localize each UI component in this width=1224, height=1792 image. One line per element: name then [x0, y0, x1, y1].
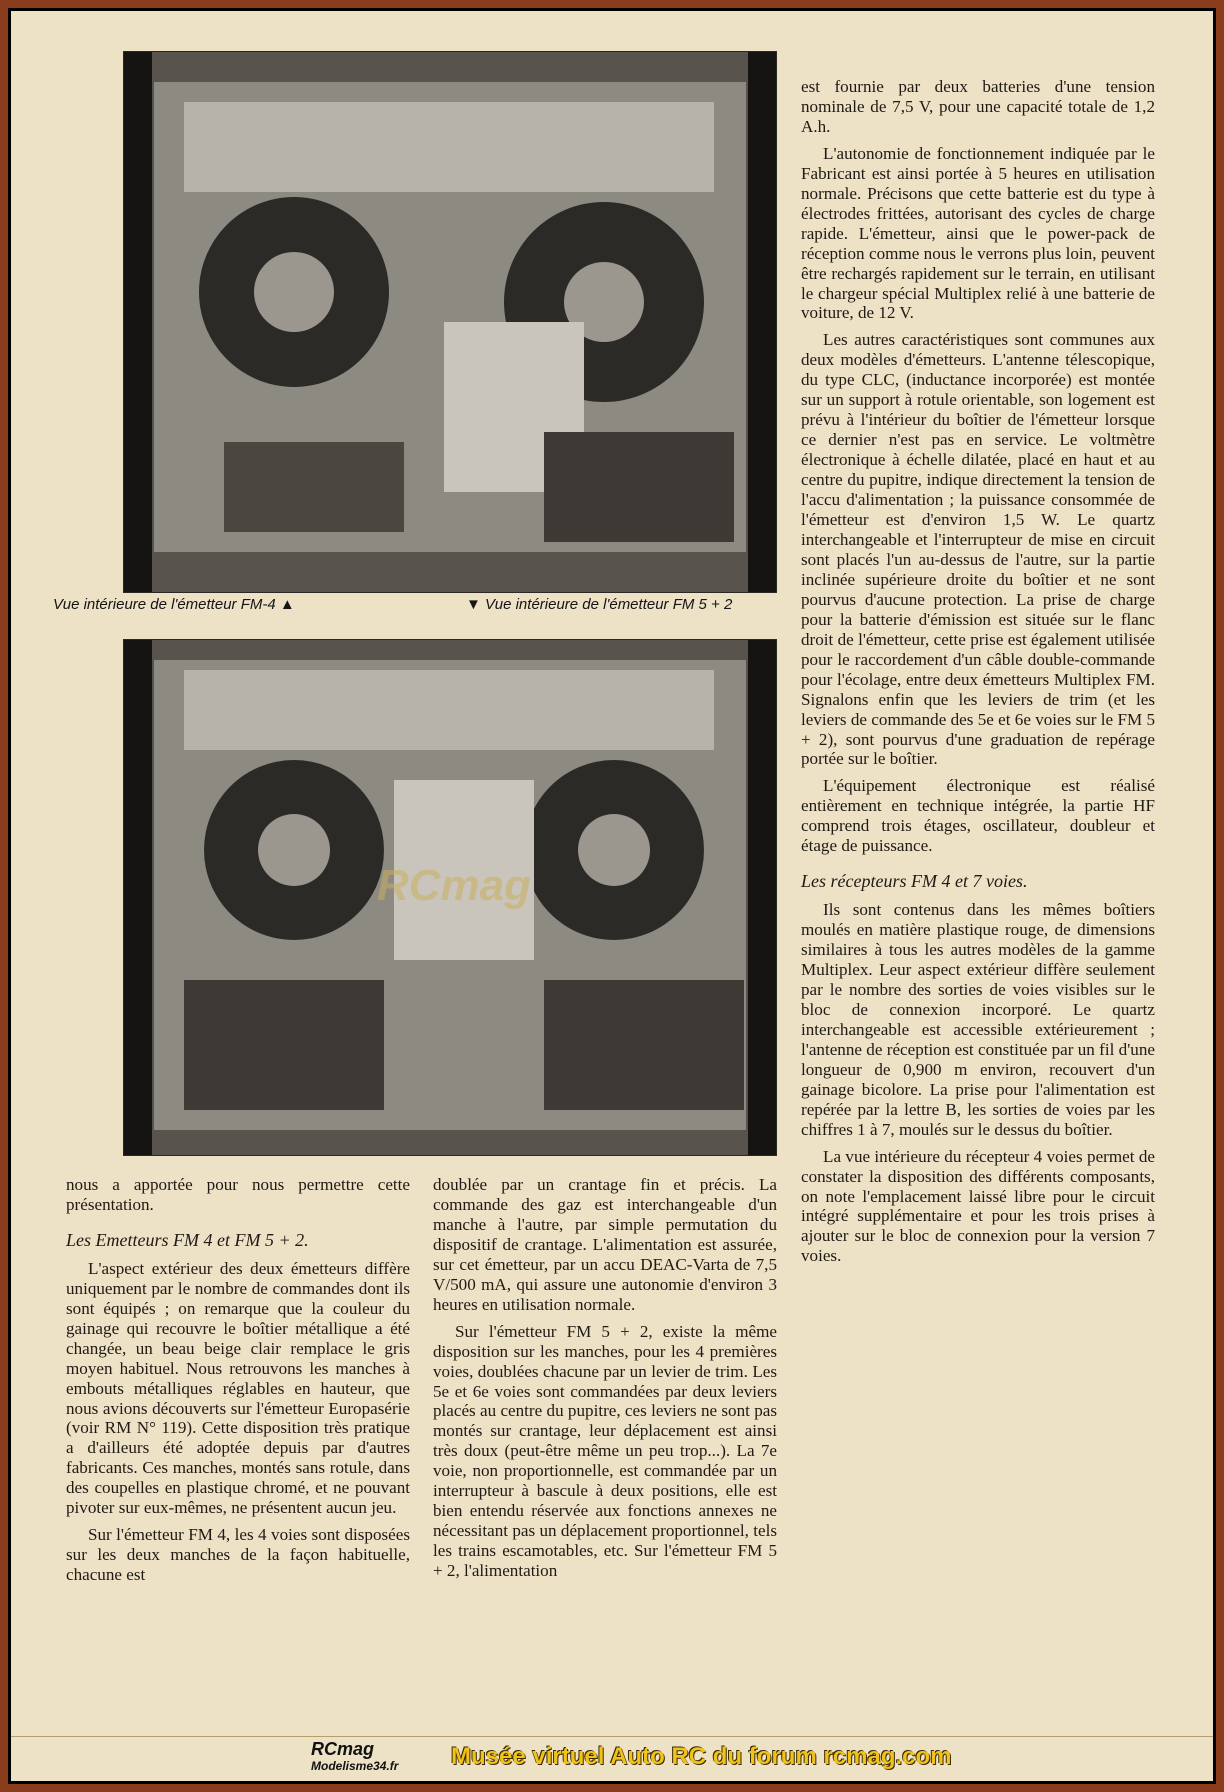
watermark-logo: RCmag: [376, 861, 532, 910]
photo-fm5-2-interior: [123, 639, 777, 1156]
paragraph: Sur l'émetteur FM 5 + 2, existe la même disposition sur les manches, pour les 4 premières voies, doublées chacune par un levier de trim. Les 5e et 6e voies sont commandées par deux leviers placés au centre du pupitre, ces leviers ne sont pas montés sur crantage, leur déplacement est ainsi très doux (peut-être même un peu trop...). La 7e voie, non proportionnelle, est commandée par un interrupteur à bascule à deux positions, elle est bien entendu réservée aux fonctions annexes ne nécessitant pas un déplacement proportionnel, tels les trains escamotables, etc. Sur l'émetteur FM 5 + 2, l'alimentation: [433, 1321, 777, 1581]
footer-banner: [11, 1736, 1213, 1781]
paragraph: Sur l'émetteur FM 4, les 4 voies sont disposées sur les deux manches de la façon habituelle, chacune est: [66, 1525, 410, 1585]
paragraph: nous a apportée pour nous permettre cette présentation.: [66, 1175, 410, 1214]
photo-fm4-interior: [123, 51, 777, 593]
paragraph: doublée par un crantage fin et précis. La commande des gaz est interchangeable d'un manche à l'autre, par simple permutation du dispositif de crantage. L'alimentation est assurée, sur cet émetteur, par un accu DEAC-Varta de 7,5 V/500 mA, qui assure une autonomie d'environ 3 heures en utilisation normale.: [433, 1175, 777, 1314]
logo-line1: RCmag: [311, 1739, 375, 1759]
paragraph: est fournie par deux batteries d'une tension nominale de 7,5 V, pour une capacité totale de 1,2 A.h.: [801, 77, 1155, 136]
caption-left: Vue intérieure de l'émetteur FM-4 ▲: [53, 596, 295, 613]
left-column: [66, 1175, 410, 1592]
rcmag-logo[interactable]: [311, 1741, 441, 1777]
paragraph: Les autres caractéristiques sont communes aux deux modèles d'émetteurs. L'antenne télescopique, du type CLC, (inductance incorporée) est montée sur un support à rotule orientable, son logement est prévu à l'intérieur du boîtier de l'émetteur lorsque ce dernier n'est pas en service. Le voltmètre électronique à échelle dilatée, placé en haut et au centre du pupitre, indique directement la tension de l'accu d'alimentation ; la puissance consommée de l'émetteur est d'environ 1,5 W. Le quartz interchangeable et l'interrupteur de mise en circuit sont placés l'un au-dessus de l'autre, sur la partie inclinée supérieure droite du boîtier et ne sont pourvus d'aucune protection. La prise de charge pour la batterie d'émission est située sur le flanc droit de l'émetteur, cette prise est également utilisée pour le raccordement d'un câble double-commande pour l'écolage, entre deux émetteurs Multiplex FM. Signalons enfin que les leviers de trim (et les leviers de commande des 5e et 6e voies sur le FM 5 + 2), sont pourvus d'une graduation de repérage portée sur le boîtier.: [801, 330, 1155, 769]
logo-line2: Modelisme34.fr: [311, 1759, 399, 1773]
caption-right: ▼ Vue intérieure de l'émetteur FM 5 + 2: [466, 596, 733, 613]
right-column: [801, 77, 1155, 1273]
paragraph: Ils sont contenus dans les mêmes boîtiers moulés en matière plastique rouge, de dimensions similaires à tous les autres modèles de la gamme Multiplex. Leur aspect extérieur diffère seulement par le nombre des sorties de voies visibles sur le bloc de connexion incorporé. Le quartz interchangeable est accessible extérieurement ; l'antenne de réception est constituée par un fil d'une longueur de 0,900 m environ, recouvert d'un gainage bicolore. La prise pour l'alimentation est repérée par la lettre B, les sorties de voies par les chiffres 1 à 7, moulés sur le dessus du boîtier.: [801, 900, 1155, 1139]
magazine-page: [8, 8, 1216, 1784]
section-heading-recepteurs: Les récepteurs FM 4 et 7 voies.: [801, 871, 1028, 892]
museum-link[interactable]: Musée virtuel Auto RC du forum rcmag.com: [451, 1743, 952, 1770]
paragraph: L'équipement électronique est réalisé entièrement en technique intégrée, la partie HF comprend trois étages, oscillateur, doubleur et étage de puissance.: [801, 776, 1155, 856]
paragraph: L'autonomie de fonctionnement indiquée par le Fabricant est ainsi portée à 5 heures en utilisation normale. Précisons que cette batterie est du type à électrodes frittées, autorisant des cycles de charge rapide. L'émetteur, ainsi que le power-pack de réception comme nous le verrons plus loin, peuvent être rechargés rapidement sur le terrain, en utilisant le chargeur spécial Multiplex relié à une batterie de voiture, de 12 V.: [801, 143, 1155, 323]
middle-column: [433, 1175, 777, 1588]
paragraph: La vue intérieure du récepteur 4 voies permet de constater la disposition des différents composants, on note l'emplacement laissé libre pour le circuit intégré supplémentaire et pour les trois prises à ajouter sur le bloc de connexion pour la version 7 voies.: [801, 1146, 1155, 1266]
section-heading-emetteurs: Les Emetteurs FM 4 et FM 5 + 2.: [66, 1229, 309, 1250]
paragraph: L'aspect extérieur des deux émetteurs diffère uniquement par le nombre de commandes dont ils sont équipés ; on remarque que la couleur du gainage qui recouvre le boîtier métallique a été changée, un beau beige clair remplace le gris moyen habituel. Nous retrouvons les manches à embouts métalliques réglables en hauteur, que nous avions découverts sur l'émetteur Europasérie (voir RM N° 119). Cette disposition très pratique a d'ailleurs été adoptée depuis par d'autres fabricants. Ces manches, montés sans rotule, dans des coupelles en plastique chromé, et ne pouvant pivoter sur eux-mêmes, ne présentent aucun jeu.: [66, 1258, 410, 1518]
